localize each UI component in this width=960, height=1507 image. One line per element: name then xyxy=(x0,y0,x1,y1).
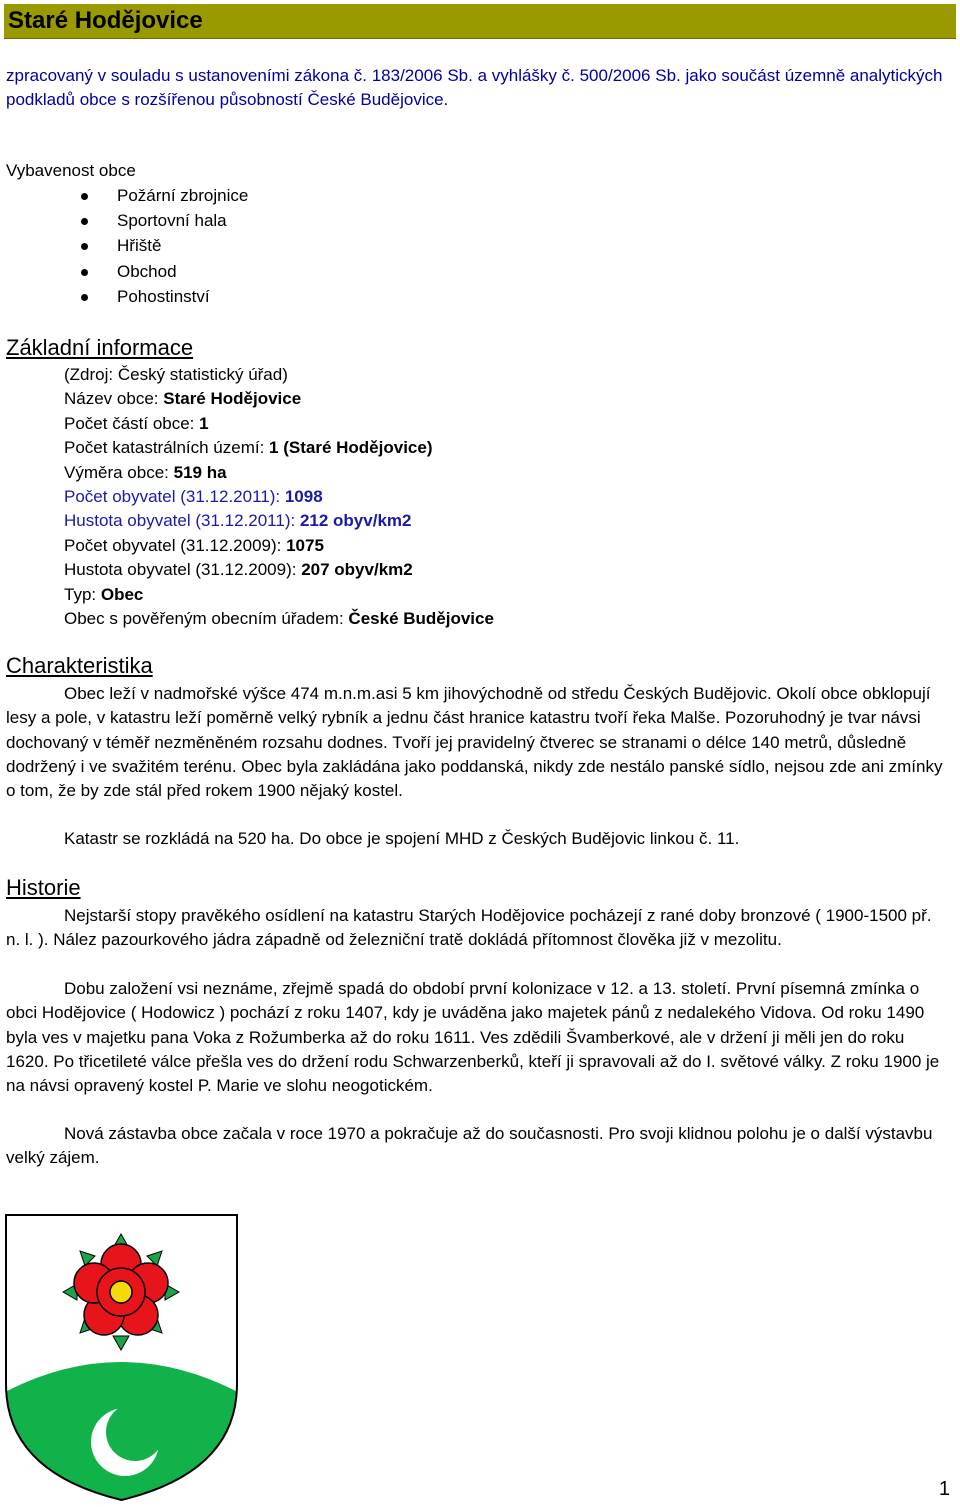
info-row: Počet obyvatel (31.12.2011): 1098 xyxy=(64,487,323,507)
info-row: Typ: Obec xyxy=(64,584,144,604)
source-line: (Zdroj: Český statistický úřad) xyxy=(64,365,288,384)
bullet-icon xyxy=(81,243,88,250)
history-paragraph: Nejstarší stopy pravěkého osídlení na katastru Starých Hodějovice pocházejí z rané doby bronzové ( 1900-1500 př. n. l. ). Nález pazourkového jádra západně od železniční tratě dokládá přítomnost člověka již v mezolitu. xyxy=(6,906,932,950)
amenities-heading: Vybavenost obce xyxy=(6,161,136,180)
subtitle: zpracovaný v souladu s ustanoveními zákona č. 183/2006 Sb. a vyhlášky č. 500/2006 Sb. jako součást územně analytických podkladů obce s rozšířenou působností České Budějovice. xyxy=(6,66,943,109)
characteristics-paragraph: Katastr se rozkládá na 520 ha. Do obce je spojení MHD z Českých Budějovic linkou č. 11. xyxy=(64,829,740,848)
info-row: Výměra obce: 519 ha xyxy=(64,462,227,482)
bullet-icon xyxy=(81,294,88,301)
page-title: Staré Hodějovice xyxy=(8,7,203,34)
title-bar xyxy=(4,4,956,39)
basic-info-heading: Základní informace xyxy=(6,335,194,360)
info-row: Počet částí obce: 1 xyxy=(64,413,209,433)
history-heading: Historie xyxy=(6,875,81,900)
info-row: Hustota obyvatel (31.12.2009): 207 obyv/km2 xyxy=(64,560,413,580)
coat-of-arms xyxy=(5,1214,238,1501)
info-row: Název obce: Staré Hodějovice xyxy=(64,389,302,409)
characteristics-paragraph: Obec leží v nadmořské výšce 474 m.n.m.asi 5 km jihovýchodně od středu Českých Budějovic. Okolí obce obklopují lesy a pole, v katastru leží poměrně velký rybník a jednu část hranice katastru tvoří řeka Malše. Pozoruhodný je tvar návsi dochovaný v téměř nezměněném rozsahu dodnes. Tvoří jej pravidelný čtverec se stranami o délce 140 metrů, důsledně dodržený i ve svažitém terénu. Obec byla zakládána jako poddanská, nikdy zde nestálo panské sídlo, nejsou zde ani zmínky o tom, že by zde stál před rokem 1900 nějaký kostel. xyxy=(6,684,943,801)
history-paragraph: Nová zástavba obce začala v roce 1970 a pokračuje až do současnosti. Pro svoji klidnou polohu je o další výstavbu velký zájem. xyxy=(6,1124,933,1168)
info-row: Počet katastrálních území: 1 (Staré Hodějovice) xyxy=(64,438,433,458)
basic-info-block xyxy=(64,363,494,631)
history-paragraph: Dobu založení vsi neznáme, zřejmě spadá do období první kolonizace v 12. a 13. století. První písemná zmínka o obci Hodějovice ( Hodowicz ) pochází z roku 1407, kdy je uváděna jako majetek pánů z nedalekého Vidova. Od roku 1490 byla ves v majetku pana Voka z Rožumberka až do roku 1611. Ves zdědili Švamberkové, ale v držení ji měli jen do roku 1620. Po třicetileté válce přešla ves do držení rodu Schwarzenberků, kteří ji spravovali až do I. světové války. Z roku 1900 je na návsi opravený kostel P. Marie ve slohu neogotickém. xyxy=(6,979,940,1096)
info-row: Obec s pověřeným obecním úřadem: České Budějovice xyxy=(64,609,494,629)
bullet-icon xyxy=(81,193,88,200)
bullet-icon xyxy=(81,269,88,276)
characteristics-heading: Charakteristika xyxy=(6,653,153,678)
page-number: 1 xyxy=(938,1478,950,1500)
info-row: Hustota obyvatel (31.12.2011): 212 obyv/km2 xyxy=(64,511,412,531)
info-row: Počet obyvatel (31.12.2009): 1075 xyxy=(64,535,324,555)
bullet-icon xyxy=(81,218,88,225)
